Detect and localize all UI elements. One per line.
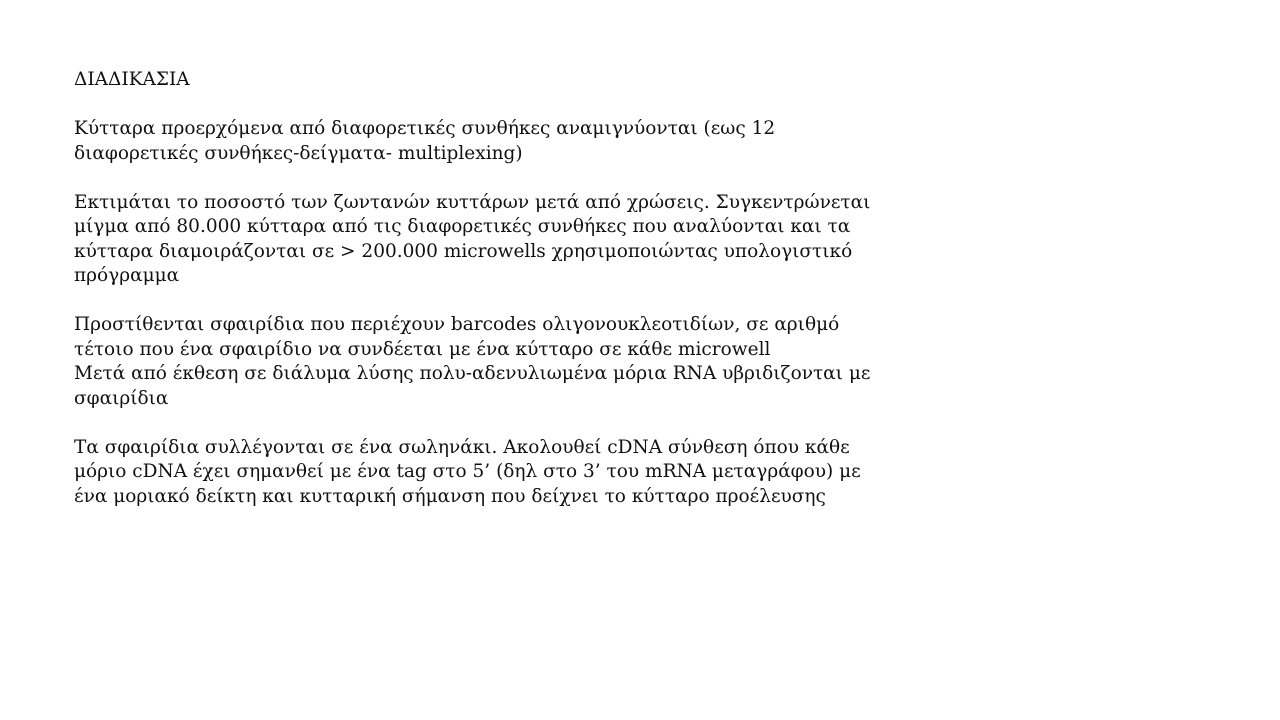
paragraph-gap [74, 289, 974, 314]
text-line: Τα σφαιρίδια συλλέγονται σε ένα σωληνάκι. Ακολουθεί cDNA σύνθεση όπου κάθε [74, 436, 850, 458]
text-line: ένα μοριακό δείκτη και κυτταρική σήμανση που δείχνει το κύτταρο προέλευσης [74, 485, 826, 507]
paragraph-viability [74, 191, 974, 289]
slide-heading: ΔΙΑΔΙΚΑΣΙΑ [74, 69, 190, 90]
paragraph-gap [74, 166, 974, 191]
text-line: μόριο cDNA έχει σημανθεί με ένα tag στο 5’ (δηλ στο 3’ του mRNA μεταγράφου) με [74, 461, 861, 482]
text-line: τέτοιο που ένα σφαιρίδιο να συνδέεται με ένα κύτταρο σε κάθε microwell [74, 338, 771, 360]
slide-text-block [74, 68, 974, 509]
text-line: κύτταρα διαμοιράζονται σε > 200.000 microwells χρησιμοποιώντας υπολογιστικό [74, 240, 853, 262]
text-line: μίγμα από 80.000 κύτταρα από τις διαφορετικές συνθήκες που αναλύονται και τα [74, 216, 851, 237]
text-line: Εκτιμάται το ποσοστό των ζωντανών κυττάρων μετά από χρώσεις. Συγκεντρώνεται [74, 191, 871, 213]
paragraph-gap [74, 93, 974, 118]
text-line: Μετά από έκθεση σε διάλυμα λύσης πολυ-αδενυλιωμένα μόρια RNA υβριδιζονται με [74, 363, 871, 384]
text-line: πρόγραμμα [74, 265, 180, 286]
text-line: σφαιρίδια [74, 387, 169, 409]
paragraph-beads [74, 313, 974, 411]
paragraph-cdna [74, 436, 974, 510]
paragraph-mixing [74, 117, 974, 166]
text-line: Προστίθενται σφαιρίδια που περιέχουν barcodes ολιγονουκλεοτιδίων, σε αριθμό [74, 314, 840, 335]
text-line: Κύτταρα προερχόμενα από διαφορετικές συνθήκες αναμιγνύονται (εως 12 [74, 118, 776, 139]
text-line: διαφορετικές συνθήκες-δείγματα- multiplexing) [74, 142, 523, 164]
paragraph-gap [74, 411, 974, 436]
